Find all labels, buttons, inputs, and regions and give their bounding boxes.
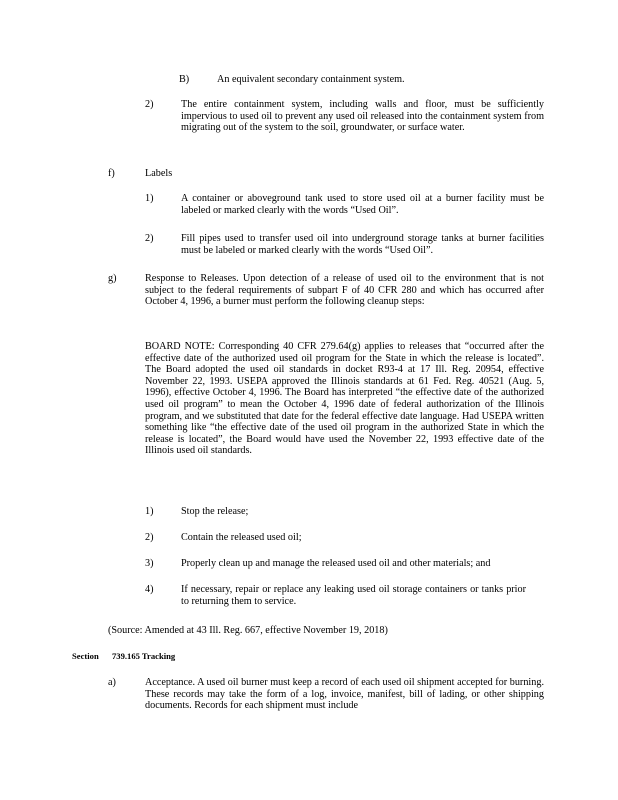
- section-title: 739.165 Tracking: [112, 651, 176, 661]
- item-marker: 2): [145, 532, 154, 543]
- paragraph-heading: Labels: [145, 168, 173, 179]
- item-marker: 4): [145, 584, 154, 595]
- item-marker: 2): [145, 99, 154, 110]
- section-label: Section: [72, 651, 99, 661]
- paragraph-text: Response to Releases. Upon detection of a release of used oil to the environment that is not subject to the federal requirements of subpart F of 40 CFR 280 and which has occurred after October 4, 1996, a burner must perform the following cleanup steps:: [145, 273, 544, 308]
- source-note: (Source: Amended at 43 Ill. Reg. 667, effective November 19, 2018): [108, 625, 388, 636]
- paragraph-text: An equivalent secondary containment system.: [217, 74, 405, 85]
- item-marker: B): [179, 74, 190, 85]
- item-marker: 1): [145, 506, 154, 517]
- paragraph-text: Properly clean up and manage the released used oil and other materials; and: [181, 558, 491, 569]
- item-marker: 3): [145, 558, 154, 569]
- item-marker: g): [108, 273, 117, 284]
- item-marker: 2): [145, 233, 154, 244]
- paragraph-text: Acceptance. A used oil burner must keep a record of each used oil shipment accepted for burning. These records may take the form of a log, invoice, manifest, bill of lading, or other shipping documents. Records for each shipment must include: [145, 677, 544, 712]
- paragraph-text: A container or aboveground tank used to store used oil at a burner facility must be labeled or marked clearly with the words “Used Oil”.: [181, 193, 544, 216]
- item-marker: a): [108, 677, 116, 688]
- board-note: BOARD NOTE: Corresponding 40 CFR 279.64(g) applies to releases that “occurred after the effective date of the authorized used oil program for the State in which the release is located”. The Board adopted the used oil standards in docket R93-4 at 17 Ill. Reg. 20954, effective November 22, 1993. USEPA approved the Illinois standards at 61 Fed. Reg. 40521 (Aug. 5, 1996), effective October 4, 1996. The Board has interpreted “the effective date of the authorized used oil program” to mean the October 4, 1996 date of federal authorization of the Illinois program, and we substituted that date for the federal effective date language. Had USEPA written something like “the effective date of the used oil program in the authorized State in which the release is located”, the Board would have used the November 22, 1993 effective date of the Illinois used oil standards.: [145, 341, 544, 457]
- item-marker: f): [108, 168, 115, 179]
- paragraph-text: Stop the release;: [181, 506, 249, 517]
- paragraph-text: The entire containment system, including walls and floor, must be sufficiently impervious to used oil to prevent any used oil released into the containment system from migrating out of the system to the soil, groundwater, or surface water.: [181, 99, 544, 134]
- paragraph-text: If necessary, repair or replace any leaking used oil storage containers or tanks prior to returning them to service.: [181, 584, 526, 607]
- paragraph-text: Fill pipes used to transfer used oil into underground storage tanks at burner facilities must be labeled or marked clearly with the words “Used Oil”.: [181, 233, 544, 256]
- paragraph-text: Contain the released used oil;: [181, 532, 302, 543]
- item-marker: 1): [145, 193, 154, 204]
